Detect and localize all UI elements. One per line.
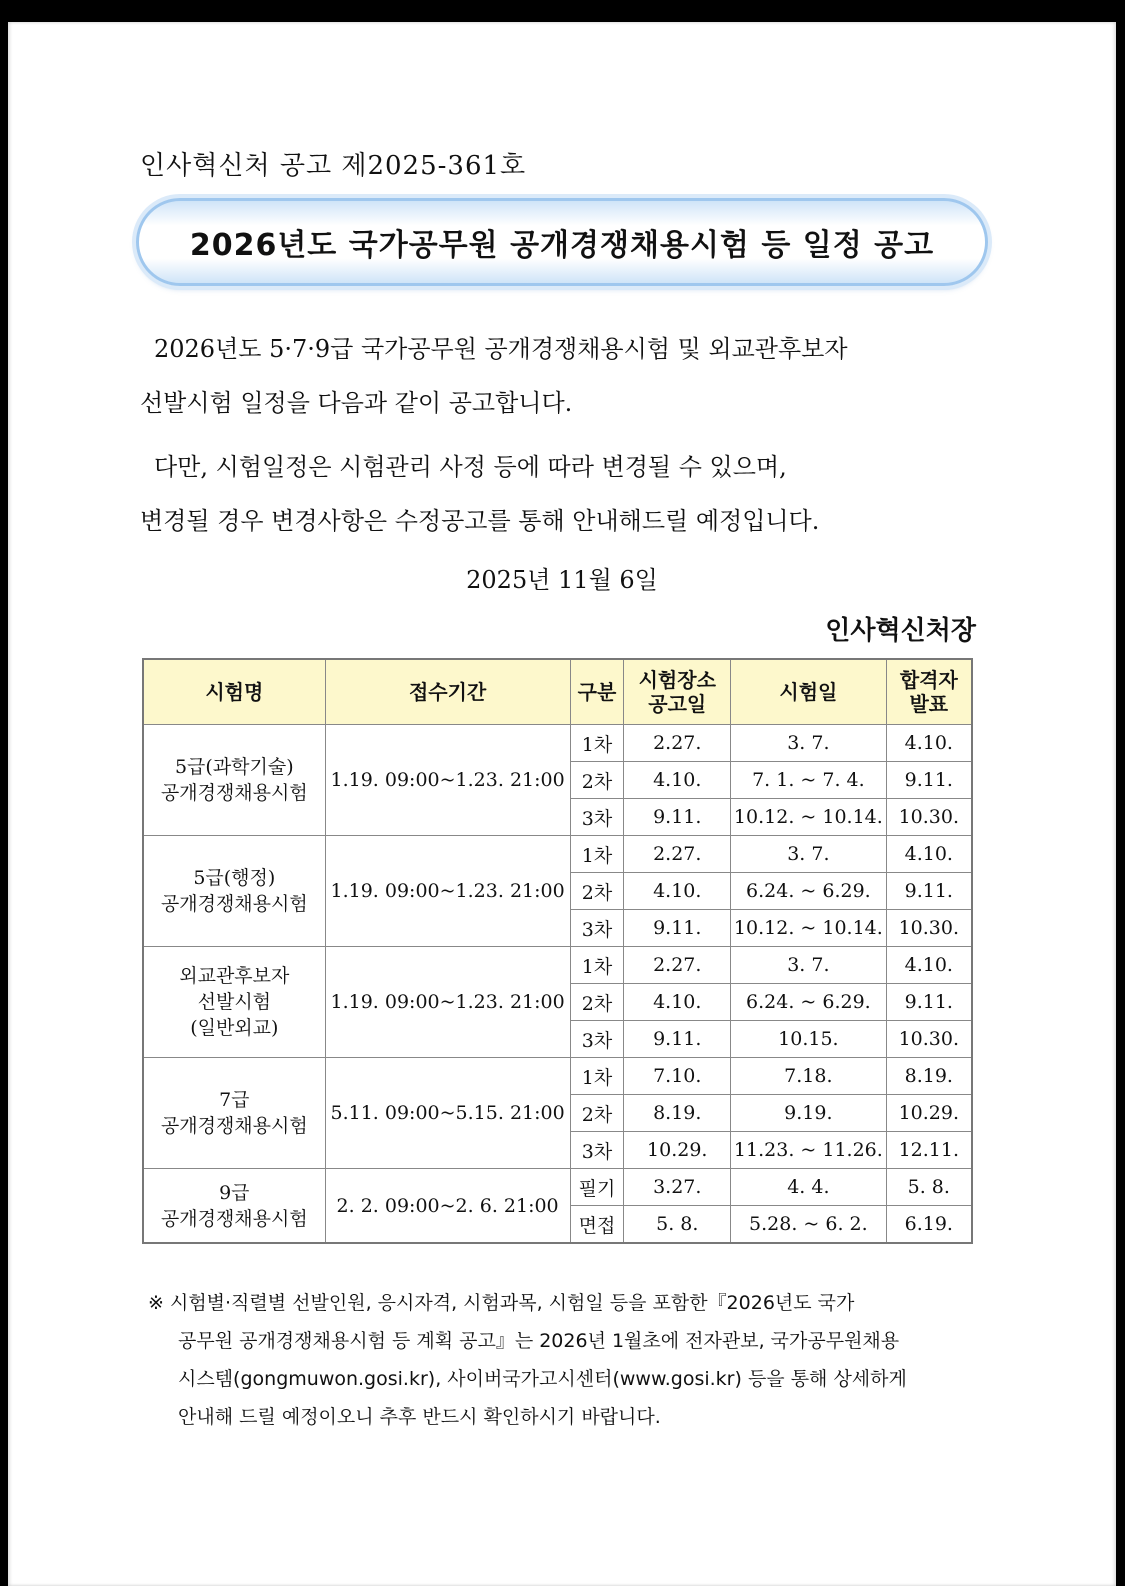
stage-cell: 1차 [570,947,624,984]
stage-cell: 면접 [570,1206,624,1244]
exam-date-cell: 4. 4. [731,1169,886,1206]
venue-date-cell: 3.27. [624,1169,731,1206]
exam-date-cell: 10.12. ~ 10.14. [731,799,886,836]
venue-date-cell: 10.29. [624,1132,731,1169]
venue-date-cell: 2.27. [624,947,731,984]
stage-cell: 필기 [570,1169,624,1206]
document-title: 2026년도 국가공무원 공개경쟁채용시험 등 일정 공고 [189,228,935,263]
footnote-line: 시스템(gongmuwon.gosi.kr), 사이버국가고시센터(www.gosi.kr) 등을 통해 상세하게 [178,1368,907,1390]
stage-cell: 1차 [570,725,624,762]
venue-date-cell: 4.10. [624,762,731,799]
venue-date-cell: 9.11. [624,799,731,836]
notice-line: 다만, 시험일정은 시험관리 사정 등에 따라 변경될 수 있으며, [154,453,787,481]
exam-name-cell: 5급(행정) 공개경쟁채용시험 [143,836,325,947]
result-date-cell: 12.11. [886,1132,972,1169]
signer: 인사혁신처장 [825,616,976,646]
exam-name-cell: 9급 공개경쟁채용시험 [143,1169,325,1244]
header-exam-name: 시험명 [143,659,325,725]
result-date-cell: 9.11. [886,984,972,1021]
exam-date-cell: 11.23. ~ 11.26. [731,1132,886,1169]
result-date-cell: 10.30. [886,1021,972,1058]
venue-date-cell: 8.19. [624,1095,731,1132]
period-cell: 1.19. 09:00~1.23. 21:00 [325,947,570,1058]
exam-date-cell: 3. 7. [731,947,886,984]
table-header-row [143,659,972,725]
notice-date: 2025년 11월 6일 [466,566,658,594]
venue-date-cell: 9.11. [624,1021,731,1058]
header-exam-date: 시험일 [731,659,886,725]
stage-cell: 2차 [570,984,624,1021]
exam-date-cell: 10.15. [731,1021,886,1058]
table-row [143,1169,972,1206]
stage-cell: 3차 [570,1021,624,1058]
exam-date-cell: 3. 7. [731,725,886,762]
exam-date-cell: 7. 1. ~ 7. 4. [731,762,886,799]
footnote-line: 안내해 드릴 예정이오니 추후 반드시 확인하시기 바랍니다. [178,1406,661,1428]
header-period: 접수기간 [325,659,570,725]
stage-cell: 3차 [570,799,624,836]
footnote [148,1284,980,1436]
venue-date-cell: 5. 8. [624,1206,731,1244]
notice-paragraph [140,440,980,548]
result-date-cell: 6.19. [886,1206,972,1244]
exam-date-cell: 3. 7. [731,836,886,873]
venue-date-cell: 2.27. [624,725,731,762]
result-date-cell: 4.10. [886,947,972,984]
stage-cell: 2차 [570,1095,624,1132]
result-date-cell: 5. 8. [886,1169,972,1206]
exam-date-cell: 6.24. ~ 6.29. [731,873,886,910]
footnote-line: 공무원 공개경쟁채용시험 등 계획 공고』는 2026년 1월초에 전자관보, 국가공무원채용 [178,1330,900,1352]
venue-date-cell: 4.10. [624,984,731,1021]
result-date-cell: 4.10. [886,836,972,873]
table-row [143,725,972,762]
header-venue-notice: 시험장소 공고일 [624,659,731,725]
result-date-cell: 9.11. [886,873,972,910]
exam-date-cell: 5.28. ~ 6. 2. [731,1206,886,1244]
result-date-cell: 4.10. [886,725,972,762]
venue-date-cell: 4.10. [624,873,731,910]
period-cell: 1.19. 09:00~1.23. 21:00 [325,836,570,947]
exam-date-cell: 6.24. ~ 6.29. [731,984,886,1021]
header-result: 합격자 발표 [886,659,972,725]
notice-number: 인사혁신처 공고 제2025-361호 [140,151,527,181]
result-date-cell: 9.11. [886,762,972,799]
stage-cell: 2차 [570,873,624,910]
header-stage: 구분 [570,659,624,725]
period-cell: 5.11. 09:00~5.15. 21:00 [325,1058,570,1169]
venue-date-cell: 9.11. [624,910,731,947]
table-row [143,836,972,873]
exam-date-cell: 9.19. [731,1095,886,1132]
intro-line: 선발시험 일정을 다음과 같이 공고합니다. [140,389,573,417]
period-cell: 1.19. 09:00~1.23. 21:00 [325,725,570,836]
stage-cell: 3차 [570,910,624,947]
table-row [143,947,972,984]
venue-date-cell: 2.27. [624,836,731,873]
intro-paragraph [140,322,980,430]
title-banner [136,198,988,286]
exam-name-cell: 외교관후보자 선발시험 (일반외교) [143,947,325,1058]
exam-date-cell: 7.18. [731,1058,886,1095]
period-cell: 2. 2. 09:00~2. 6. 21:00 [325,1169,570,1244]
result-date-cell: 10.30. [886,910,972,947]
footnote-line: ※ 시험별·직렬별 선발인원, 응시자격, 시험과목, 시험일 등을 포함한『2026년도 국가 [148,1292,855,1314]
result-date-cell: 8.19. [886,1058,972,1095]
venue-date-cell: 7.10. [624,1058,731,1095]
stage-cell: 2차 [570,762,624,799]
stage-cell: 3차 [570,1132,624,1169]
table-row [143,1058,972,1095]
exam-name-cell: 5급(과학기술) 공개경쟁채용시험 [143,725,325,836]
document-page [8,22,1116,1586]
exam-name-cell: 7급 공개경쟁채용시험 [143,1058,325,1169]
stage-cell: 1차 [570,1058,624,1095]
exam-schedule-table [142,658,973,1244]
intro-line: 2026년도 5·7·9급 국가공무원 공개경쟁채용시험 및 외교관후보자 [154,335,848,363]
notice-line: 변경될 경우 변경사항은 수정공고를 통해 안내해드릴 예정입니다. [140,507,820,535]
result-date-cell: 10.29. [886,1095,972,1132]
exam-date-cell: 10.12. ~ 10.14. [731,910,886,947]
stage-cell: 1차 [570,836,624,873]
result-date-cell: 10.30. [886,799,972,836]
